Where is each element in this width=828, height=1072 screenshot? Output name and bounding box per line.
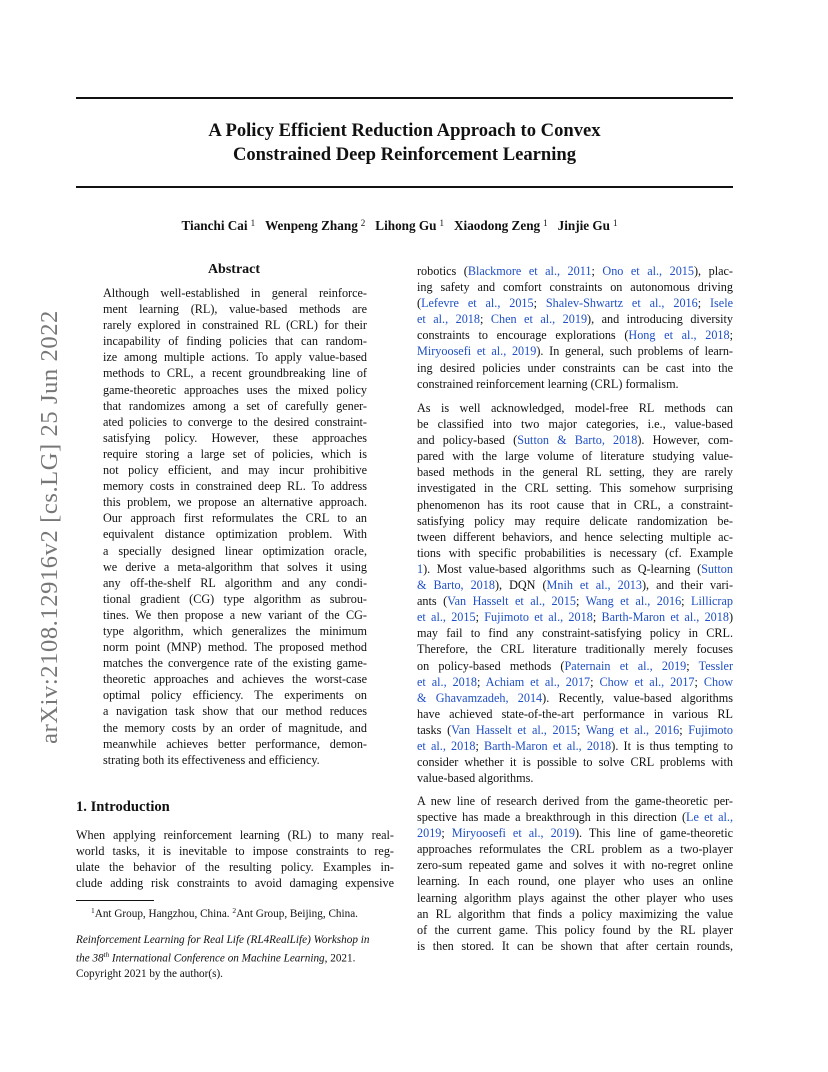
text-run: constraints to encourage explorations ( xyxy=(417,328,629,343)
text-line xyxy=(417,480,733,496)
text-run: based methods in the general RL setting, they are rarely xyxy=(417,465,733,480)
abstract-line: matches the convergence rate of the existing game- xyxy=(103,656,367,671)
text-line xyxy=(417,311,733,327)
citation-link[interactable]: & Barto, 2018 xyxy=(417,578,495,593)
text-run: tween different behaviors, and hence selecting multiple ac- xyxy=(417,529,733,544)
footnote-marker: 2 xyxy=(232,906,237,915)
text-line xyxy=(417,906,733,922)
text-line xyxy=(417,690,733,706)
text-line xyxy=(417,857,733,873)
text-line xyxy=(417,922,733,938)
text-run: approaches reformulates the CRL problem as a two-player xyxy=(417,842,733,857)
author-affiliation: 1 xyxy=(613,218,618,228)
text-run: consider whether it is possible to solve CRL problems with xyxy=(417,755,733,770)
citation-link[interactable]: Mnih et al., 2013 xyxy=(546,578,642,593)
text-line xyxy=(417,890,733,906)
citation-link[interactable]: Van Hasselt et al., 2015 xyxy=(447,594,576,609)
citation-link[interactable]: Le et al., xyxy=(686,810,733,825)
text-run: ; xyxy=(729,328,733,343)
text-run: ; xyxy=(697,296,710,311)
text-line xyxy=(417,674,733,690)
text-line xyxy=(417,416,733,432)
author-name: Jinjie Gu xyxy=(557,218,611,233)
text-line xyxy=(417,641,733,657)
workshop-line: , 2021. xyxy=(324,952,356,965)
text-run: robotics ( xyxy=(417,264,468,278)
text-line xyxy=(417,609,733,625)
text-run: ; xyxy=(694,674,704,689)
text-run: spective has made a breakthrough in this direction ( xyxy=(417,810,687,825)
abstract-line: norm point (MNP) method. The proposed method xyxy=(103,640,367,655)
text-run: ), and introducing diversity xyxy=(587,312,733,327)
text-line xyxy=(417,400,733,416)
author-affiliation: 1 xyxy=(543,218,548,228)
text-line xyxy=(417,754,733,770)
citation-link[interactable]: Sutton xyxy=(701,561,733,576)
text-run: phenomenon has its root cause that in CRL, a constraint- xyxy=(417,497,733,512)
workshop-note xyxy=(76,933,394,982)
author-name: Xiaodong Zeng xyxy=(454,218,541,233)
affiliation-footnote xyxy=(91,903,358,922)
intro-line: world tasks, it is inevitable to impose constraints to reg- xyxy=(76,844,394,859)
abstract-line: strating both its effectiveness and efficiency. xyxy=(103,752,320,767)
abstract-line: equivalent distance optimization problem. With xyxy=(103,527,367,542)
abstract-line: a specially designed linear optimization oracle, xyxy=(103,543,367,558)
text-run: may fail to find any constraint-satisfying policy in CRL. xyxy=(417,626,733,641)
citation-link[interactable]: Miryoosefi et al., 2019 xyxy=(417,344,537,359)
text-run: value-based algorithms. xyxy=(417,771,534,786)
abstract-line: memory costs in constrained deep RL. To address xyxy=(103,479,367,494)
text-run: tions with specific probabilities is necessary (cf. Example xyxy=(417,545,733,560)
text-run: ; xyxy=(575,594,586,609)
citation-link[interactable]: Van Hasselt et al., 2015 xyxy=(451,722,577,737)
paper-title-line-1: A Policy Efficient Reduction Approach to Convex xyxy=(208,120,601,141)
citation-link[interactable]: Ono et al., 2015 xyxy=(602,264,694,278)
citation-link[interactable]: 1 xyxy=(417,561,424,576)
title-rule-bottom xyxy=(76,186,733,188)
text-line xyxy=(417,513,733,529)
text-line xyxy=(417,295,733,311)
abstract-line: the memory costs by an order of magnitude, and xyxy=(103,720,367,735)
text-line xyxy=(417,327,733,343)
citation-link[interactable]: Fujimoto xyxy=(688,722,733,737)
text-run: ; xyxy=(681,594,692,609)
text-run: ; xyxy=(480,312,491,327)
text-run: and policy-based ( xyxy=(417,433,518,448)
author-name: Lihong Gu xyxy=(375,218,437,233)
text-run: on policy-based methods ( xyxy=(417,658,565,673)
paper-title xyxy=(76,119,733,167)
footnote-rule xyxy=(76,900,154,901)
citation-link[interactable]: Lillicrap xyxy=(691,594,733,609)
text-run: ). However, com- xyxy=(637,433,733,448)
abstract-line: type algorithm, which generalizes the minimum xyxy=(103,623,367,638)
text-line xyxy=(417,841,733,857)
text-run: ; xyxy=(592,610,602,625)
text-run: pared with the large volume of literature studying value- xyxy=(417,449,733,464)
title-rule-top xyxy=(76,97,733,99)
abstract-line: ize among multiple actions. To apply value-based xyxy=(103,350,367,365)
text-line xyxy=(417,376,733,392)
text-run: ing safety and comfort constraints on autonomous driving xyxy=(417,280,733,295)
text-line xyxy=(417,263,733,279)
text-line xyxy=(417,497,733,513)
text-line xyxy=(417,658,733,674)
abstract-line: that randomizes among a set of carefully gener- xyxy=(103,398,367,413)
abstract-line: require storing a large set of policies, which is xyxy=(103,446,367,461)
footnote-affiliation: Ant Group, Hangzhou, China. xyxy=(94,908,230,920)
workshop-ordinal: th xyxy=(103,951,110,959)
footnote-marker: 1 xyxy=(91,906,95,915)
text-run: ants ( xyxy=(417,594,448,609)
text-run: ; xyxy=(476,674,486,689)
citation-link[interactable]: et al., 2015 xyxy=(417,610,476,625)
text-line xyxy=(417,938,733,954)
abstract-line: methods to CRL, a recent groundbreaking line of xyxy=(103,366,367,381)
text-line xyxy=(417,545,733,561)
abstract-line: Our approach first reformulates the CRL to an xyxy=(103,511,367,526)
citation-link[interactable]: Hong et al., 2018 xyxy=(628,328,730,343)
citation-link[interactable]: Miryoosefi et al., 2019 xyxy=(451,826,575,841)
citation-link[interactable]: Shalev-Shwartz et al., 2016 xyxy=(545,296,698,311)
abstract-line: a navigation task show that our method reduces xyxy=(103,704,367,719)
text-run: ). It is thus tempting to xyxy=(611,738,734,753)
intro-line: ulate the behavior of the resulting policy. Examples in- xyxy=(76,860,394,875)
citation-link[interactable]: Chow et al., 2017 xyxy=(599,674,695,689)
workshop-line: the 38 xyxy=(76,952,104,965)
abstract-line: theoretic approaches and achieves the worst-case xyxy=(103,672,367,687)
paper-title-line-2: Constrained Deep Reinforcement Learning xyxy=(232,144,577,165)
citation-link[interactable]: Fujimoto et al., 2018 xyxy=(484,610,593,625)
citation-link[interactable]: Paternain et al., 2019 xyxy=(564,658,687,673)
citation-link[interactable]: Isele xyxy=(710,296,734,311)
text-run: ). In general, such problems of learn- xyxy=(536,344,733,359)
text-run: ing desired policies under constraints can be cast into the xyxy=(417,360,733,375)
citation-link[interactable]: & Ghavamzadeh, 2014 xyxy=(417,690,543,705)
author-affiliation: 1 xyxy=(250,218,256,228)
text-run: ; xyxy=(475,610,485,625)
abstract-line: optimal policy efficiency. The experiments on xyxy=(103,688,367,703)
text-line xyxy=(417,360,733,376)
text-run: constrained reinforcement learning (CRL) formalism. xyxy=(417,376,679,391)
abstract-line: satisfying policy. However, these approaches xyxy=(103,430,367,445)
citation-link[interactable]: Chen et al., 2019 xyxy=(490,312,588,327)
author-name: Wenpeng Zhang xyxy=(265,218,358,233)
right-column-paragraph-2 xyxy=(417,400,733,786)
text-line xyxy=(417,529,733,545)
introduction-body xyxy=(76,827,394,891)
abstract-line: we derive a meta-algorithm that solves it using xyxy=(103,559,367,574)
author-affiliation: 1 xyxy=(439,218,445,228)
text-run: be classified into two major categories, i.e., value-based xyxy=(417,417,733,432)
text-line xyxy=(417,738,733,754)
text-line xyxy=(417,706,733,722)
text-run: ( xyxy=(417,296,422,311)
text-run: Therefore, the CRL literature traditionally merely focuses xyxy=(417,642,733,657)
text-line xyxy=(417,809,733,825)
text-run: ; xyxy=(576,722,586,737)
text-run: ; xyxy=(441,826,452,841)
text-run: ; xyxy=(533,296,546,311)
workshop-line: Reinforcement Learning for Real Life (RL4RealLife) Workshop in xyxy=(76,934,370,946)
text-run: ; xyxy=(590,674,600,689)
text-run: ). This line of game-theoretic xyxy=(574,826,733,841)
text-line xyxy=(417,561,733,577)
author-list xyxy=(76,213,733,236)
text-run: learning algorithm plays against the other player who uses xyxy=(417,890,733,905)
workshop-line: International Conference on Machine Learning xyxy=(109,952,325,965)
footnote-affiliation: Ant Group, Beijing, China. xyxy=(236,908,358,920)
citation-link[interactable]: et al., 2018 xyxy=(417,312,480,327)
abstract-line: any off-the-shelf RL algorithm and any condi- xyxy=(103,575,367,590)
citation-link[interactable]: Tessler xyxy=(698,658,733,673)
text-run: ), plac- xyxy=(694,264,733,278)
text-line xyxy=(417,593,733,609)
author-affiliation: 2 xyxy=(360,218,366,228)
copyright-line: Copyright 2021 by the author(s). xyxy=(76,967,223,980)
intro-line: When applying reinforcement learning (RL) to many real- xyxy=(76,828,394,842)
text-line xyxy=(417,873,733,889)
intro-line: clude adding risk constraints to avoid damaging expensive xyxy=(76,876,394,891)
text-line xyxy=(417,722,733,738)
text-run: of the current game. This policy found by the RL player xyxy=(417,922,733,937)
text-run: is then stored. It can be shown that after certain rounds, xyxy=(417,938,733,953)
citation-link[interactable]: Wang et al., 2016 xyxy=(585,594,682,609)
abstract-heading: Abstract xyxy=(207,262,261,277)
abstract-line: tines. We then propose a new variant of the CG- xyxy=(103,607,367,622)
citation-link[interactable]: 2019 xyxy=(417,826,442,841)
arxiv-watermark xyxy=(36,292,63,762)
citation-link[interactable]: Barth-Maron et al., 2018 xyxy=(601,610,729,625)
text-line xyxy=(417,625,733,641)
abstract-line: tional gradient (CG) type algorithm as subrou- xyxy=(103,591,367,606)
text-run: ; xyxy=(475,738,485,753)
citation-link[interactable]: et al., 2018 xyxy=(417,738,476,753)
citation-link[interactable]: Lefevre et al., 2015 xyxy=(421,296,534,311)
text-run: tasks ( xyxy=(417,722,452,737)
right-column-paragraph-1 xyxy=(417,263,733,392)
citation-link[interactable]: Achiam et al., 2017 xyxy=(485,674,591,689)
author-name: Tianchi Cai xyxy=(181,218,248,233)
abstract-line: this problem, we propose an alternative approach. xyxy=(103,495,367,510)
citation-link[interactable]: Chow xyxy=(703,674,733,689)
text-line xyxy=(417,279,733,295)
text-line xyxy=(417,825,733,841)
text-line xyxy=(417,577,733,593)
text-run: an RL algorithm that finds a policy maximizing the value xyxy=(417,906,733,921)
abstract-line: rarely explored in constrained RL (CRL) for their xyxy=(103,318,367,333)
text-run: have achieved state-of-the-art performance in various RL xyxy=(417,706,733,721)
text-run: learning. In each round, one player who uses an online xyxy=(417,874,733,889)
citation-link[interactable]: et al., 2018 xyxy=(417,674,477,689)
right-column-paragraph-3 xyxy=(417,793,733,954)
abstract-line: Although well-established in general reinforce- xyxy=(103,286,367,300)
citation-link[interactable]: Sutton & Barto, 2018 xyxy=(517,433,638,448)
text-run: ; xyxy=(679,722,689,737)
text-run: As is well acknowledged, model-free RL methods can xyxy=(417,401,733,415)
abstract-line: incapability of finding policies that can random- xyxy=(103,334,367,349)
text-run: ), and their vari- xyxy=(641,578,733,593)
abstract-line: game-theoretic approaches uses the mixed policy xyxy=(103,382,367,397)
abstract-line: not policy efficient, and may incur prohibitive xyxy=(103,463,367,478)
citation-link[interactable]: Barth-Maron et al., 2018 xyxy=(484,738,612,753)
text-run: zero-sum repeated game and solves it with no-regret online xyxy=(417,858,733,873)
arxiv-identifier: arXiv:2108.12916v2 [cs.LG] 25 Jun 2022 xyxy=(36,310,63,744)
text-run: ). Most value-based algorithms such as Q-learning ( xyxy=(423,561,702,576)
citation-link[interactable]: Wang et al., 2016 xyxy=(585,722,680,737)
text-line xyxy=(417,448,733,464)
text-run: ), DQN ( xyxy=(494,578,547,593)
text-run: satisfying policy may require delicate randomization be- xyxy=(417,513,733,528)
text-line xyxy=(417,343,733,359)
abstract-line: ated policies to converge to the desired constraint- xyxy=(103,414,367,429)
text-run: A new line of research derived from the game-theoretic per- xyxy=(417,794,733,808)
text-run: ; xyxy=(591,264,603,278)
text-line xyxy=(417,770,733,786)
abstract-body xyxy=(103,285,367,768)
text-run: investigated in the CRL setting. This somehow surprising xyxy=(417,481,733,496)
citation-link[interactable]: Blackmore et al., 2011 xyxy=(467,264,592,278)
text-line xyxy=(417,432,733,448)
section-heading-introduction: 1. Introduction xyxy=(76,799,170,815)
text-run: ). Recently, value-based algorithms xyxy=(542,690,733,705)
text-line xyxy=(417,464,733,480)
abstract-line: ment learning (RL), value-based methods are xyxy=(103,302,367,317)
text-line xyxy=(417,793,733,809)
abstract-line: meanwhile achieves better performance, demon- xyxy=(103,736,367,751)
text-run: ) xyxy=(728,610,734,625)
text-run: ; xyxy=(686,658,699,673)
